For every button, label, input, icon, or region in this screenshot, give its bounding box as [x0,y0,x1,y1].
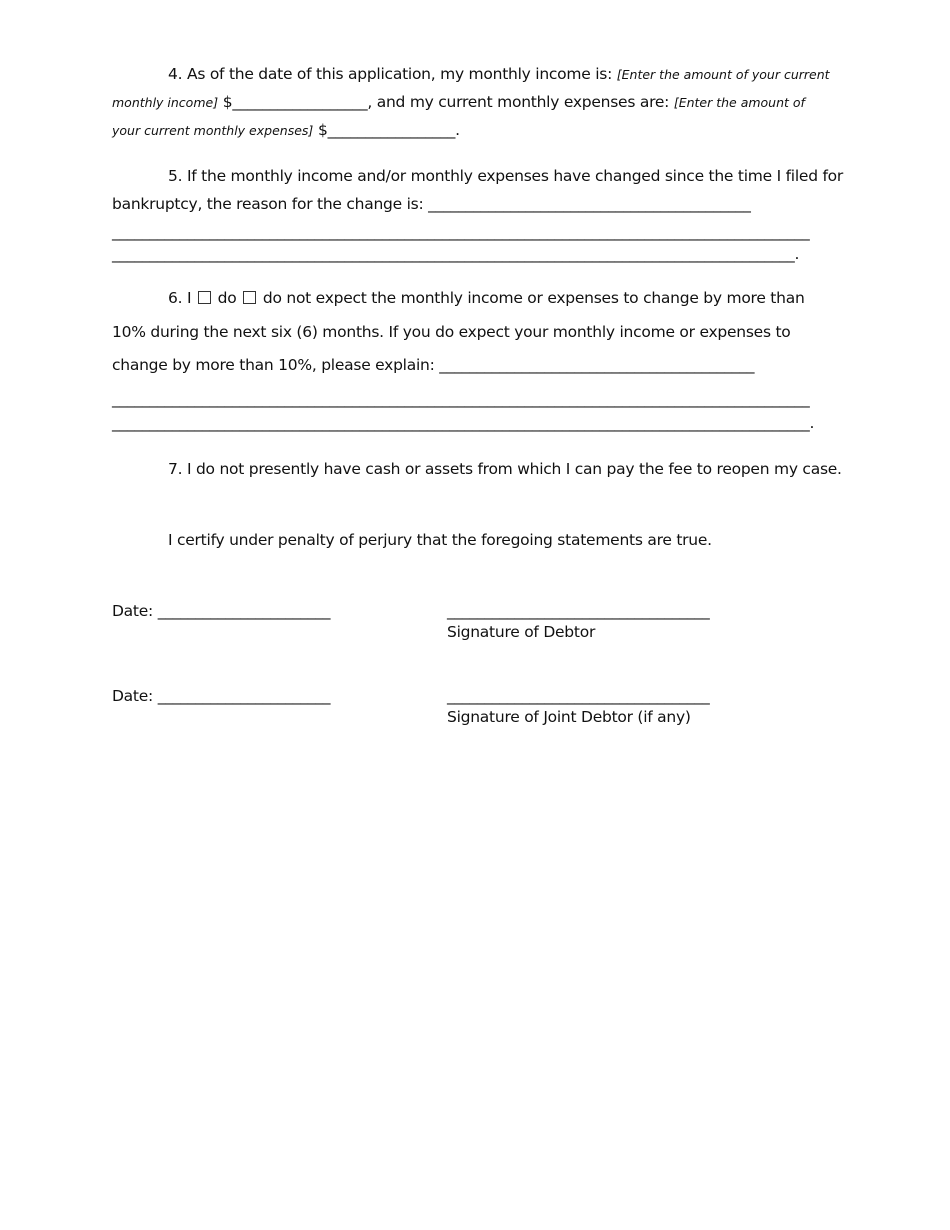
debtor-signature-line[interactable]: ___________________________________ [447,602,710,620]
debtor-signature-label: Signature of Debtor [447,623,596,641]
para4-line1 [168,64,830,85]
para6-blank-line[interactable]: _____________________________________________________________________________________________. [112,414,815,432]
para4-expenses-blank[interactable]: $_________________. [317,121,460,139]
certification-statement: I certify under penalty of perjury that the foregoing statements are true. [168,531,712,549]
para4-expenses-hint: [Enter the amount of [673,95,805,110]
para6-blank-line[interactable]: _____________________________________________________________________________________________ [112,390,810,408]
do-checkbox[interactable] [198,291,211,304]
para4-income-blank[interactable]: $__________________, and my current monthly expenses are: [222,93,670,111]
para7: 7. I do not presently have cash or assets from which I can pay the fee to reopen my case. [168,460,842,478]
para6-line2: 10% during the next six (6) months. If you do expect your monthly income or expenses to [112,323,791,341]
para6-line1 [168,288,805,308]
joint-debtor-signature-label: Signature of Joint Debtor (if any) [447,708,691,726]
para5-line2[interactable]: bankruptcy, the reason for the change is: ___________________________________________ [112,195,751,213]
date-field[interactable]: Date: _______________________ [112,687,331,705]
para5-blank-line[interactable]: ___________________________________________________________________________________________. [112,245,800,263]
do-not-checkbox[interactable] [243,291,256,304]
para4-text: 4. As of the date of this application, my monthly income is: [168,65,613,83]
para4-income-hint: [Enter the amount of your current [616,67,830,82]
para4-expenses-hint-cont: your current monthly expenses] [112,123,314,138]
para6-line3[interactable]: change by more than 10%, please explain: __________________________________________ [112,356,755,374]
para5-line1: 5. If the monthly income and/or monthly expenses have changed since the time I filed for [168,167,844,185]
para4-line3 [112,120,460,141]
para6-prefix: 6. I [168,289,192,307]
date-field[interactable]: Date: _______________________ [112,602,331,620]
para4-income-hint-cont: monthly income] [112,95,219,110]
para6-do-label: do [217,289,237,307]
para5-blank-line[interactable]: _____________________________________________________________________________________________ [112,223,810,241]
joint-debtor-signature-line[interactable]: ___________________________________ [447,687,710,705]
para6-suffix: do not expect the monthly income or expenses to change by more than [262,289,805,307]
para4-line2 [112,92,805,113]
